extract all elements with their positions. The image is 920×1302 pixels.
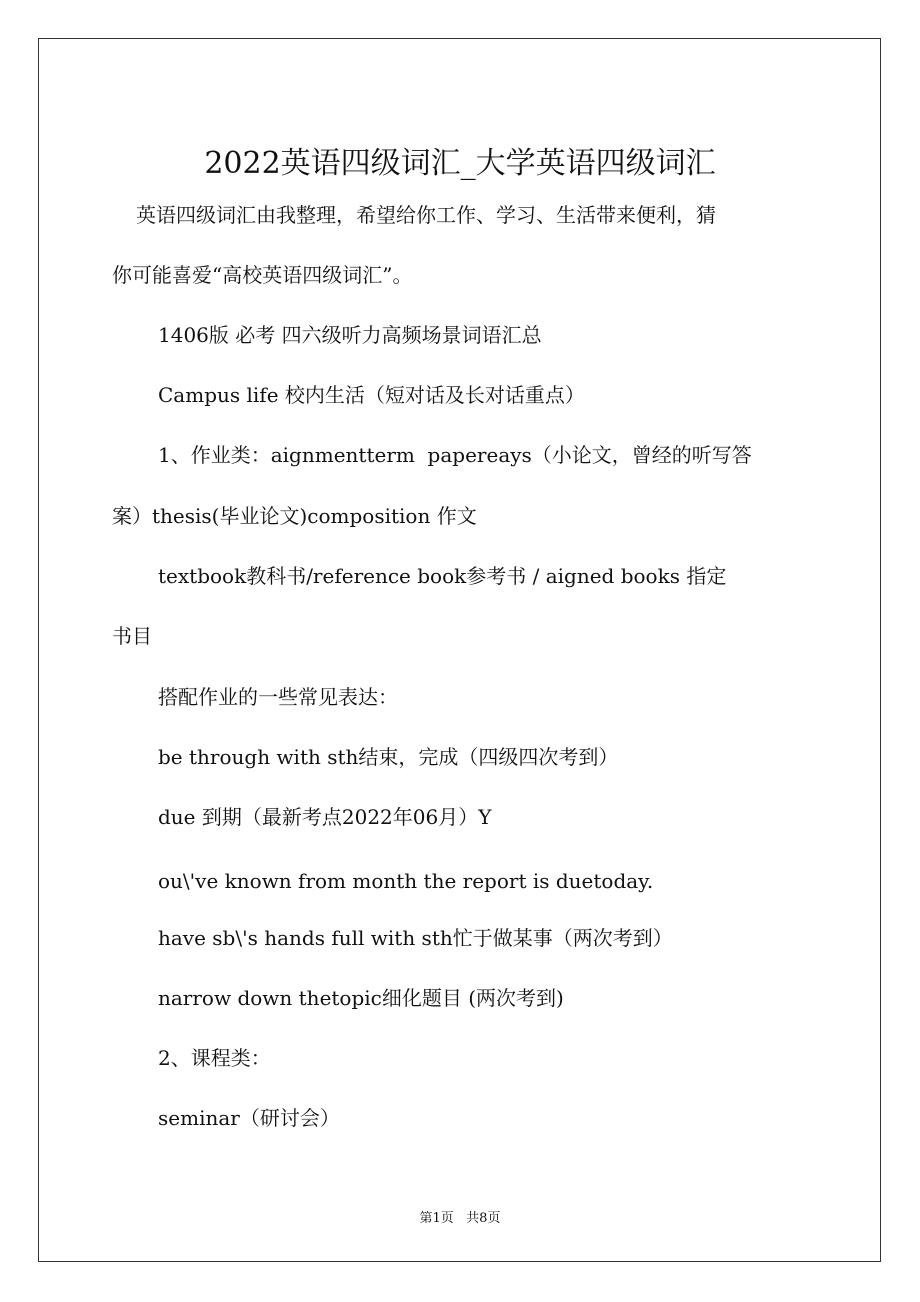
document-title: 2022英语四级词汇_大学英语四级词汇 (204, 146, 716, 182)
page-number-footer: 第1页 共8页 (419, 1211, 501, 1226)
paragraph-line: ou\'ve known from month the report is duetoday. (158, 869, 654, 893)
paragraph-line: 2、课程类： (158, 1046, 271, 1070)
paragraph-line: narrow down thetopic细化题目 (两次考到) (158, 986, 564, 1010)
paragraph-line: 1406版 必考 四六级听力高频场景词语汇总 (158, 323, 542, 347)
intro-line-2: 你可能喜爱“高校英语四级词汇”。 (112, 263, 413, 287)
paragraph-line: have sb\'s hands full with sth忙于做某事（两次考到） (158, 926, 673, 950)
paragraph-line: due 到期（最新考点2022年06月）Y (158, 805, 492, 829)
paragraph-line: 搭配作业的一些常见表达： (158, 685, 398, 709)
paragraph-line: textbook教科书/reference book参考书 / aigned books 指定 (158, 564, 727, 588)
intro-line-1: 英语四级词汇由我整理，希望给你工作、学习、生活带来便利，猜 (136, 203, 716, 227)
paragraph-line: 1、作业类：aignmentterm papereays（小论文，曾经的听写答 (158, 443, 752, 467)
paragraph-line: 书目 (112, 624, 152, 648)
paragraph-line: be through with sth结束，完成（四级四次考到） (158, 745, 619, 769)
paragraph-line: 案）thesis(毕业论文)composition 作文 (112, 504, 477, 528)
paragraph-line: Campus life 校内生活（短对话及长对话重点） (158, 383, 585, 407)
paragraph-line: seminar（研讨会） (158, 1106, 340, 1130)
